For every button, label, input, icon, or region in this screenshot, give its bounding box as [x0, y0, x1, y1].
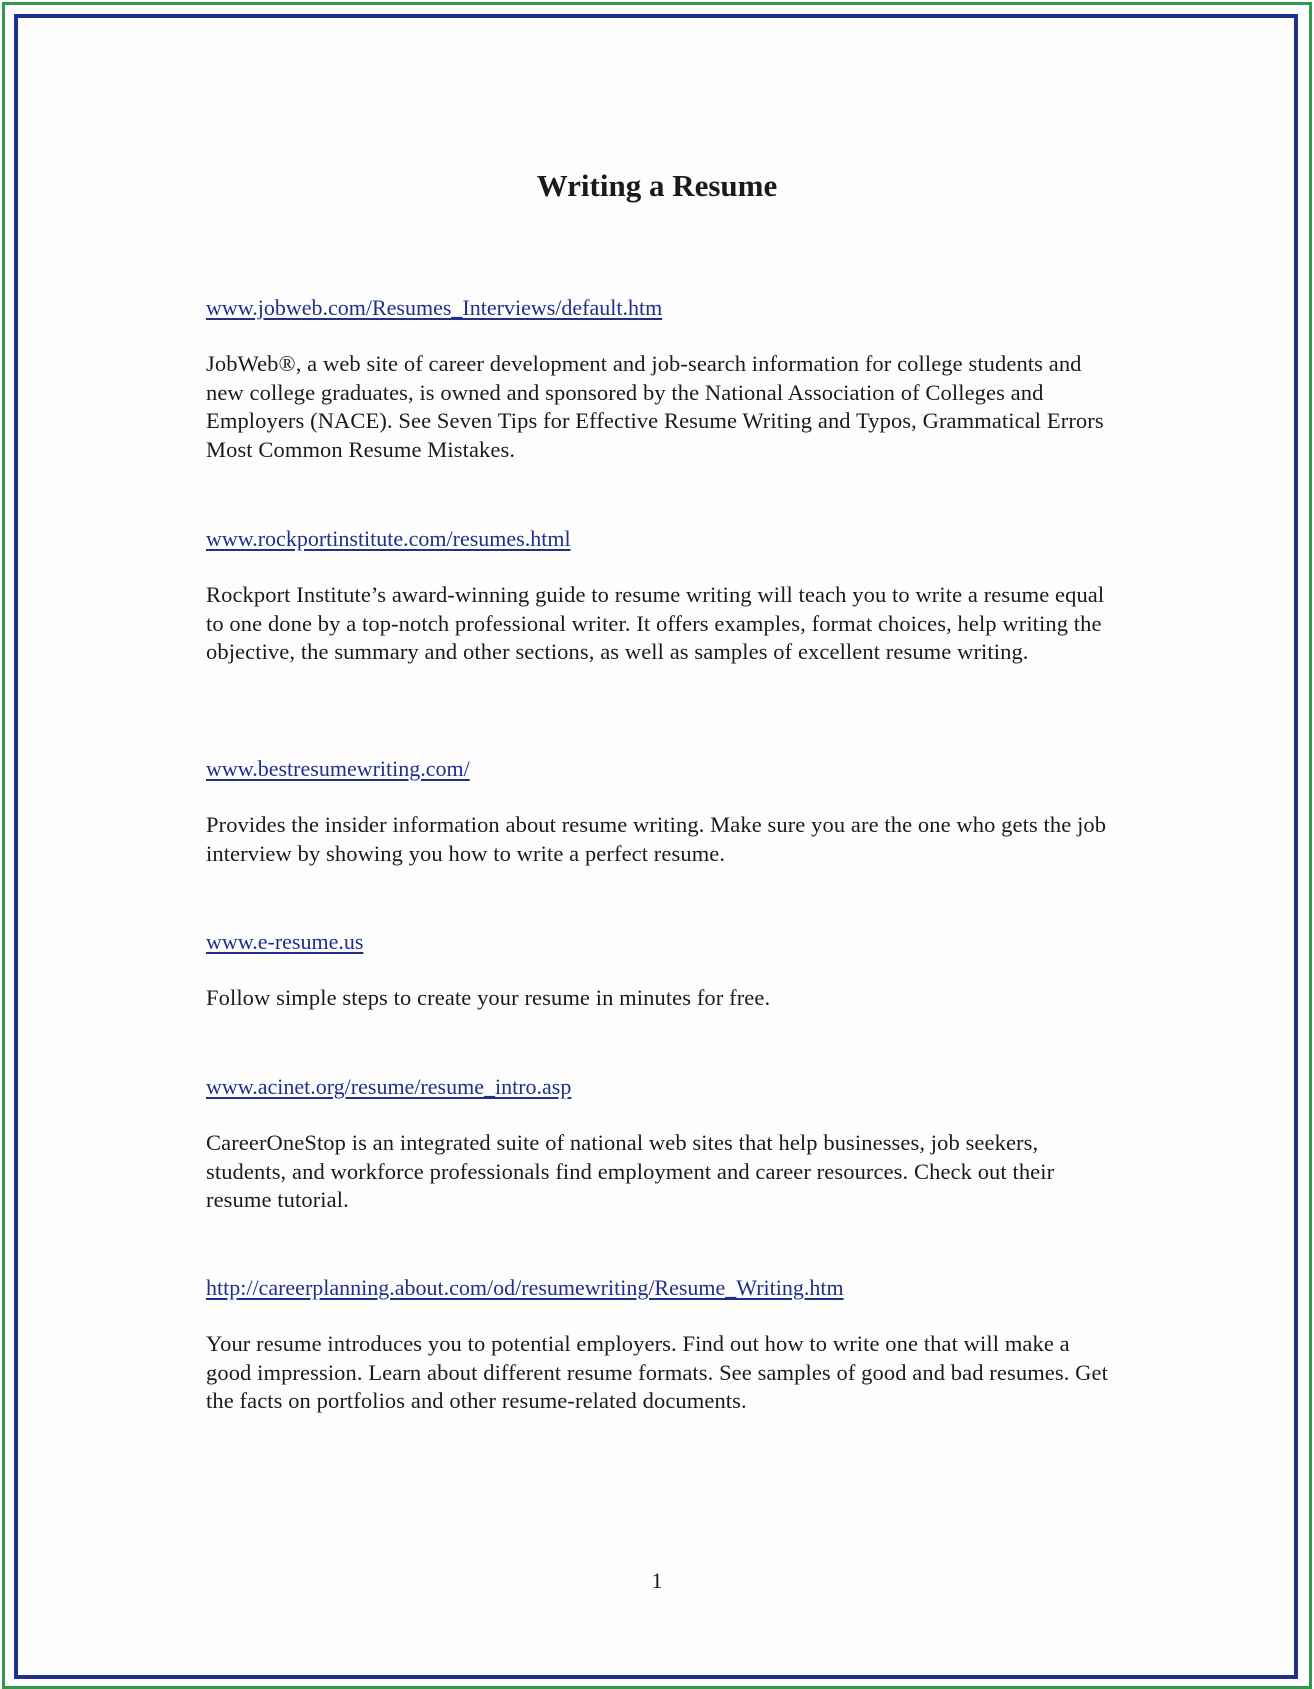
acinet-link[interactable]: www.acinet.org/resume/resume_intro.asp: [206, 1074, 572, 1099]
bestresumewriting-link[interactable]: www.bestresumewriting.com/: [206, 756, 470, 781]
careerplanning-description: Your resume introduces you to potential employers. Find out how to write one that will make a good impression. Learn about different resume formats. See samples of good and bad resumes. Get the facts on portfolios and other resume-related documents.: [206, 1331, 1108, 1414]
resource-entry-acinet: [206, 1073, 1116, 1215]
bestresumewriting-description: Provides the insider information about resume writing. Make sure you are the one who gets the job interview by showing you how to write a perfect resume.: [206, 812, 1107, 866]
rockport-description: Rockport Institute’s award-winning guide to resume writing will teach you to write a resume equal to one done by a top-notch professional writer. It offers examples, format choices, help writing the objective, the summary and other sections, as well as samples of excellent resume writing.: [206, 582, 1105, 665]
careerplanning-link[interactable]: http://careerplanning.about.com/od/resumewriting/Resume_Writing.htm: [206, 1275, 844, 1300]
jobweb-description: JobWeb®, a web site of career development and job-search information for college students and new college graduates, is owned and sponsored by the National Association of Colleges and Employers (NACE). See Seven Tips for Effective Resume Writing and Typos, Grammatical Errors Most Common Resume Mistakes.: [206, 351, 1104, 462]
page-title: Writing a Resume: [536, 168, 778, 203]
page-number: 1: [651, 1568, 663, 1593]
e-resume-link[interactable]: www.e-resume.us: [206, 929, 364, 954]
e-resume-description: Follow simple steps to create your resume in minutes for free.: [206, 985, 771, 1010]
resource-entry-bestresumewriting: [206, 755, 1116, 868]
resource-entry-jobweb: [206, 294, 1116, 464]
acinet-description: CareerOneStop is an integrated suite of national web sites that help businesses, job seekers, students, and workforce professionals find employment and career resources. Check out their resume tutorial.: [206, 1130, 1055, 1213]
resource-entry-careerplanning: [206, 1274, 1116, 1416]
rockport-link[interactable]: www.rockportinstitute.com/resumes.html: [206, 526, 571, 551]
resource-entry-e-resume: [206, 928, 1116, 1013]
jobweb-link[interactable]: www.jobweb.com/Resumes_Interviews/default.htm: [206, 295, 663, 320]
resource-entry-rockport: [206, 525, 1116, 667]
